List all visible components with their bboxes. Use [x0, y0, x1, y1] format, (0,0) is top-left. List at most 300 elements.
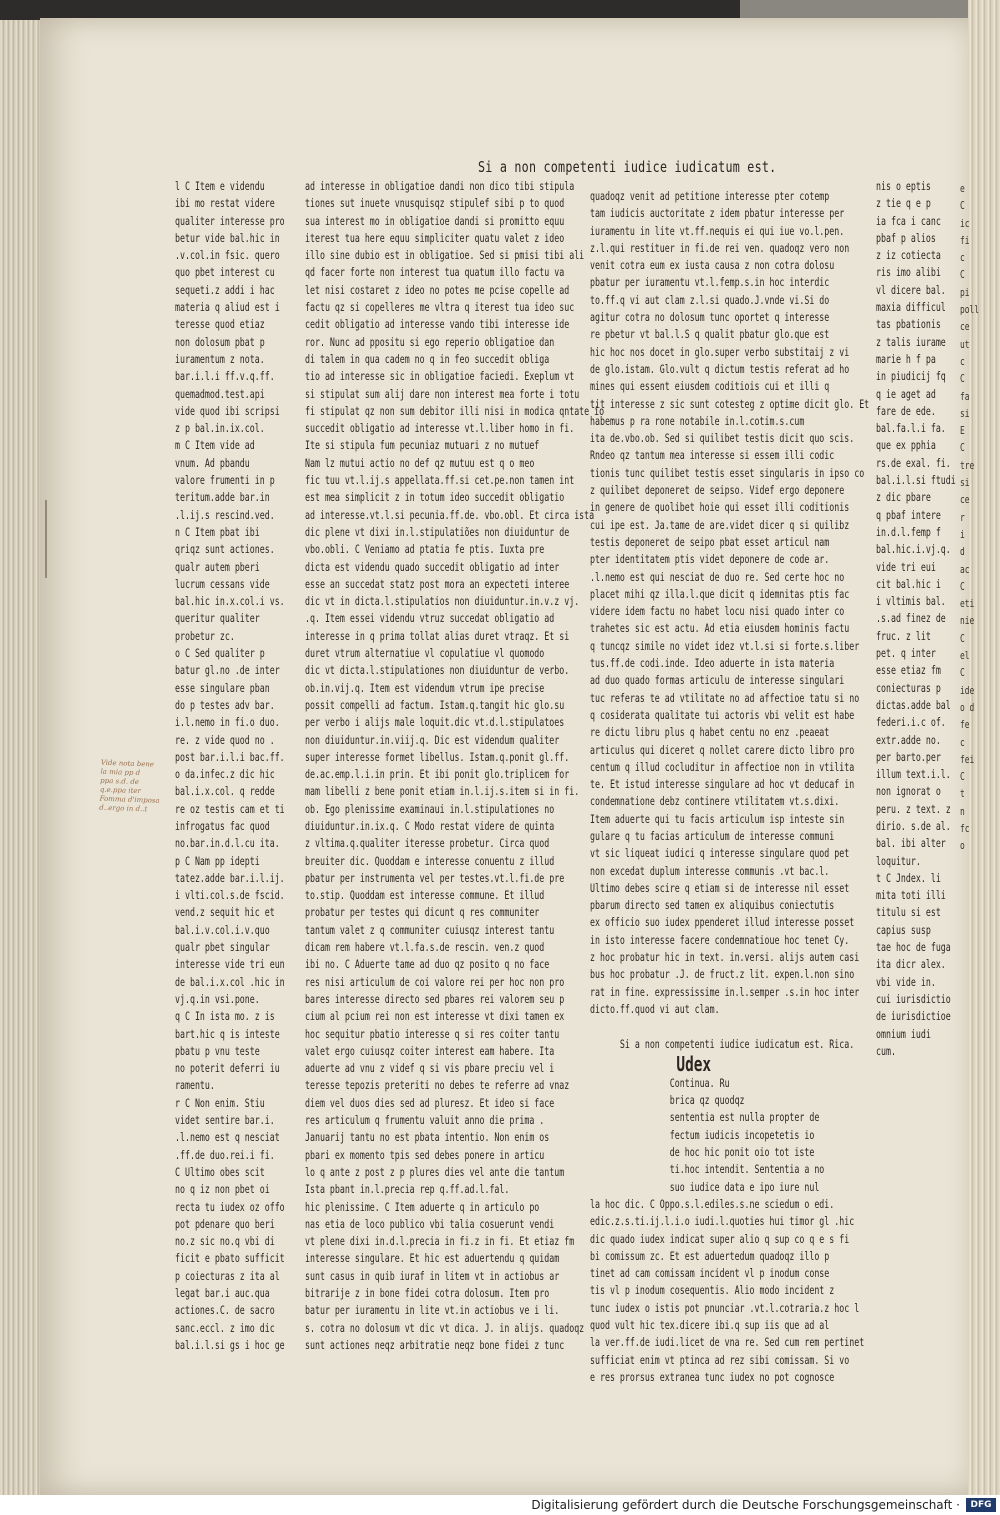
text-line: re pbetur vt bal.l.S q qualit pbatur glo.que est	[590, 327, 830, 342]
text-line: gulare q tu facias articulum de interesse communi	[590, 828, 835, 843]
text-line: duret vtrum alternatiue vl copulatiue vl quomodo	[305, 646, 545, 661]
text-line: ficit e pbato sufficit	[175, 1251, 285, 1266]
text-line: dic vt dicta.l.stipulationes non diuiduntur de verbo.	[305, 663, 570, 678]
text-line: bal.i.v.col.i.v.quo	[175, 922, 270, 937]
text-line: non dolosum pbat p	[175, 334, 265, 349]
text-line: sanc.eccl. z imo dic	[175, 1320, 275, 1335]
text-line: cit bal.hic i	[876, 576, 941, 591]
text-line: o C Sed qualiter p	[175, 646, 265, 661]
text-line: esse singulare pban	[175, 680, 270, 695]
facing-page-edge-text	[960, 180, 1000, 880]
text-line: bart.hic q is inteste	[175, 1026, 280, 1041]
text-line: dicam rem habere vt.l.fa.s.de rescin. ven.z quod	[305, 940, 545, 955]
text-line: illum text.i.l.	[876, 767, 951, 782]
text-line: nis o eptis	[876, 179, 931, 193]
text-line: legat bar.i auc.qua	[175, 1286, 270, 1300]
text-line: per verbo i alijs male loquit.dic vt.d.l.stipulatoes	[305, 715, 565, 730]
text-line: post bar.i.l.i bac.ff.	[175, 749, 285, 764]
text-line: pot pdenare quo beri	[175, 1216, 275, 1231]
text-line: fectum iudicis incopetetis io	[590, 1127, 815, 1142]
text-line: vj.q.in vsi.pone.	[175, 991, 260, 1006]
text-line: vend.z sequit hic et	[175, 905, 275, 920]
text-line: tis vl p inodum cosequentis. Alio modo incident z	[590, 1283, 835, 1298]
text-line: ibi no. C Aduerte tame ad duo qz posito q no face	[305, 957, 550, 972]
text-line: re. z vide quod no .	[175, 732, 275, 747]
text-line: z p bal.in.ix.col.	[175, 421, 265, 436]
text-line: bal. ibi alter	[876, 836, 946, 851]
text-line: si stipulat sum alij dare non interest mea forte i totu	[305, 386, 580, 401]
text-line: cedit obligatio ad interesse vando tibi interesse ide	[305, 317, 570, 332]
text-line: bus hoc probatur .J. de fruct.z lit. expen.l.non sino	[590, 967, 855, 982]
text-line: esse an succedat statz post mora an expecteti interee	[305, 576, 570, 591]
text-line: fic tuu vt.l.ij.s appellata.ff.si cet.pe.non tamen int	[305, 473, 575, 488]
text-line: C	[960, 372, 965, 386]
text-line: res nisi articulum de coi valore rei per hoc non pro	[305, 974, 565, 989]
commentary-column-left	[175, 178, 301, 1352]
text-line: iuramentu in lite vt.ff.nequis ei qui iue vo.l.pen.	[590, 223, 845, 238]
text-line: fare de ede.	[876, 403, 936, 418]
text-line: titulu si est	[876, 905, 941, 920]
text-line: C	[960, 441, 965, 455]
text-line: nas etia de loco publico vbi talia cosuerunt vendi	[305, 1216, 555, 1231]
text-line: valore frumenti in p	[175, 473, 275, 488]
main-text-column-2	[590, 188, 874, 1384]
text-line: diuiduntur.in.ix.q. C Modo restat videre de quinta	[305, 818, 555, 833]
text-line: centum q illud cocluditur in affectioe non in vtilita	[590, 759, 855, 774]
text-line: in genere de quolibet hoie qui esset illi coditionis	[590, 500, 850, 515]
text-line: o da.infec.z dic hic	[175, 767, 275, 782]
text-line: s. cotra no dolosum vt dic vt dica. J. in alijs. quadoqz	[305, 1320, 585, 1335]
text-line: let nisi costaret z ideo no potes me pcise copelle ad	[305, 282, 570, 297]
text-line: ic	[960, 216, 970, 230]
text-line: q cosiderata qualitate tui actoris vbi velit est habe	[590, 707, 855, 722]
margin-pen-mark	[45, 500, 57, 578]
text-line: tit interesse z sic sunt cotesteg z optime dicit glo. Et	[590, 396, 870, 411]
text-line: bal.i.l.si gs i hoc ge	[175, 1337, 285, 1352]
text-line: bal.i.l.si ftudi	[876, 473, 956, 488]
text-line: de bal.i.x.col .hic in	[175, 974, 285, 989]
text-line: no.bar.in.d.l.cu ita.	[175, 836, 280, 851]
text-line: queritur qualiter	[175, 611, 260, 626]
text-line: bal.hic.i.vj.q.	[876, 542, 951, 557]
text-line: lucrum cessans vide	[175, 576, 270, 591]
text-line: que ex pphia	[876, 438, 936, 453]
main-text-column-1	[305, 178, 605, 1352]
text-line: i vlti.col.s.de fscid.	[175, 888, 285, 903]
text-line: pter identitatem ptis videt deponere de code ar.	[590, 552, 830, 567]
text-line: probatur per testes qui dicunt q res communiter	[305, 905, 540, 920]
text-line: e	[960, 182, 965, 195]
text-line: C	[960, 631, 965, 645]
text-line: rs.de exal. fi.	[876, 455, 951, 470]
text-line: bi comissum zc. Et est aduertedum quadoqz illo p	[590, 1248, 830, 1263]
text-line: batur gl.no .de inter	[175, 663, 280, 678]
text-line: tantum valet z q communiter cuiusqz interest tantu	[305, 922, 555, 937]
text-line: la hoc dic. C Oppo.s.l.ediles.s.ne sciedum o edi.	[590, 1196, 835, 1211]
text-line: .s.ad finez de	[876, 611, 946, 626]
text-line: edic.z.s.ti.ij.l.i.o iudi.l.quoties hui timor gl .hic	[590, 1214, 855, 1229]
text-line: infrogatus fac quod	[175, 818, 270, 833]
text-line: dic vt in dicta.l.stipulatios non diuiduntur.in.v.z vj.	[305, 594, 580, 609]
text-line: re dictu libru plus q habet centu no enz .peaeat	[590, 725, 830, 740]
text-line: z quilibet deponeret de seipso. Videf ergo deponere	[590, 483, 845, 498]
text-line: t C Jndex. li	[876, 870, 941, 885]
text-line: quadoqz venit ad petitione interesse pter cotemp	[590, 189, 830, 203]
text-line: .q. Item essei videndu vtruz succedat obligatio ad	[305, 611, 555, 626]
text-line: vl dicere bal.	[876, 282, 946, 297]
text-line: super interesse formet libellus. Istam.q.ponit gl.ff.	[305, 749, 570, 764]
text-line: di talem in qua cadem no q in feo succedit obliga	[305, 351, 550, 366]
text-line: res articulum q frumentu valuit anno die prima .	[305, 1113, 545, 1128]
commentary-column-right	[876, 178, 956, 1058]
text-line: qualiter interesse pro	[175, 213, 285, 228]
text-line: no.z sic no.q vbi di	[175, 1234, 275, 1249]
marginalia-line: ppa s.d. de	[100, 776, 140, 787]
text-line: testis deponeret de seipo pbat esset articul nam	[590, 534, 830, 549]
text-line: .ff.de duo.rei.i fi.	[175, 1147, 275, 1162]
text-line: cui ipe est. Ja.tame de are.videt dicer q si quilibz	[590, 517, 850, 532]
text-line: pbatu p vnu teste	[175, 1043, 260, 1058]
marginalia-line: Vide nota bene	[100, 758, 155, 769]
text-line: Rndeo qz tantum mea interesse si essem illi codic	[590, 448, 835, 463]
text-line: in isto interesse facere condemnatioue hoc tenet Cy.	[590, 932, 850, 947]
text-line: C	[960, 770, 965, 784]
text-line: capius susp	[876, 922, 931, 937]
text-line: quo pbet interest cu	[175, 265, 275, 280]
text-line: est mea simplicit z in totum ideo succedit obligatio	[305, 490, 565, 505]
text-line: brica qz quodqz	[590, 1093, 745, 1108]
text-line: possit compelli ad factum. Istam.q.tangit hic glo.su	[305, 697, 565, 712]
text-line: C	[960, 199, 965, 213]
text-line: vide quod ibi scripsi	[175, 403, 280, 418]
text-line: to.stip. Quoddam est interesse commune. Et illud	[305, 888, 545, 903]
text-line: bal.i.x.col. q redde	[175, 784, 275, 799]
text-line: tio ad interesse sic in obligatioe faciedi. Exeplum vt	[305, 369, 575, 384]
text-line: cum.	[876, 1043, 896, 1058]
text-line: ad interesse.vt.l.si pecunia.ff.de. vbo.obl. Et circa ista	[305, 507, 595, 522]
text-line: bar.i.l.i ff.v.q.ff.	[175, 369, 275, 384]
text-line: ob.in.vij.q. Item est videndum vtrum ipe precise	[305, 680, 545, 695]
text-line: sunt casus in quib iuraf in litem vt in actiobus ar	[305, 1268, 560, 1283]
text-line: tatez.adde bar.i.l.ij.	[175, 870, 285, 885]
text-line: fei	[960, 752, 975, 766]
text-line: in.d.l.femp f	[876, 524, 941, 539]
text-line: aduerte ad vnu z videf q si vis pbare preciu vel i	[305, 1061, 555, 1076]
text-line: nie	[960, 614, 975, 628]
text-line: probetur zc.	[175, 628, 235, 643]
text-line: ror. Nunc ad ppositu si ego reperio obligatioe dan	[305, 334, 555, 349]
text-line: z tie q e p	[876, 196, 931, 211]
text-line: interesse vide tri eun	[175, 957, 285, 972]
text-line: ibi mo restat videre	[175, 196, 275, 211]
text-line: sententia est nulla propter de	[590, 1110, 820, 1125]
text-line: Item aduerte qui tu facis articulum isp inteste sin	[590, 811, 845, 826]
text-line: Ista pbant in.l.precia rep q.ff.ad.l.fal.	[305, 1182, 510, 1197]
text-line: si	[960, 476, 970, 490]
text-line: videt sentire bar.i.	[175, 1113, 275, 1128]
text-line: de glo.istam. Glo.vult q dictum testis referat ad ho	[590, 361, 850, 376]
text-line: c	[960, 735, 965, 749]
text-line: tunc iudex o istis pot pnunciar .vt.l.cotraria.z hoc l	[590, 1300, 860, 1315]
text-line: q tuncqz simile no videt idez vt.l.si si forte.s.liber	[590, 638, 860, 653]
text-line: qualr pbet singular	[175, 940, 270, 955]
text-line: per barto.per	[876, 749, 941, 764]
text-line: ad duo quado formas articulu de interesse singulari	[590, 673, 845, 688]
text-line: omnium iudi	[876, 1026, 931, 1041]
text-line: actiones.C. de sacro	[175, 1303, 275, 1318]
text-line: tam iudicis auctoritate z idem pbatur interesse per	[590, 206, 845, 221]
text-line: ia fca i canc	[876, 213, 941, 228]
text-line: z vltima.q.qualiter iteresse probetur. Circa quod	[305, 836, 550, 851]
text-line: mita toti illi	[876, 888, 946, 903]
text-line: mam libelli z bene ponit etiam in.l.ij.s.item si in fi.	[305, 784, 580, 799]
marginalia-line: q.e.ppa iter	[99, 785, 141, 796]
text-line: placet mihi qz illa.l.que dicit q idemnitas ptis fac	[590, 586, 850, 601]
text-line: tuc referas te ad vtilitate no ad affectioe tatu si no	[590, 690, 860, 705]
text-line: hic hoc nos docet in glo.super verbo substitaij z vi	[590, 344, 850, 359]
text-line: pbatur per instrumenta vel per testes.vt.l.fi.de pre	[305, 870, 565, 885]
text-line: diem vel duos dies sed ad pluresz. Et ideo si face	[305, 1095, 555, 1110]
spacer	[590, 1018, 794, 1035]
text-line: federi.i.c of.	[876, 715, 946, 730]
text-line: pbarum directo sed tamen ex aliquibus coniectutis	[590, 898, 835, 913]
text-line: ramentu.	[175, 1078, 215, 1093]
text-line: q ie aget ad	[876, 386, 936, 401]
text-line: fa	[960, 389, 970, 403]
text-line: videre idem factu no habet locu nisi quado inter co	[590, 604, 845, 619]
text-line: vide tri eui	[876, 559, 936, 574]
text-line: maxia difficul	[876, 300, 946, 315]
text-line: esse etiaz fm	[876, 663, 941, 678]
text-line: z talis iurame	[876, 334, 946, 349]
text-line: p C Nam pp idepti	[175, 853, 260, 868]
text-line: .l.nemo est qui nesciat de duo re. Sed certe hoc no	[590, 569, 845, 584]
text-line: pet. q inter	[876, 646, 936, 661]
text-line: factu qz si copelleres me vltra q iterest tua ideo suc	[305, 300, 575, 315]
text-line: quemadmod.test.api	[175, 386, 265, 401]
text-line: peru. z text. z	[876, 801, 951, 816]
drop-initial: Udex	[676, 1051, 712, 1076]
text-line: articulus qui diceret q nollet carere dicto libro pro	[590, 742, 855, 757]
text-line: betur vide bal.hic in	[175, 230, 280, 245]
dfg-logo: DFG	[966, 1498, 996, 1512]
text-line: n	[960, 804, 965, 818]
text-line: loquitur.	[876, 853, 921, 868]
text-line: interesse in q prima tollat alias duret vtraqz. Et si	[305, 628, 570, 643]
text-line: ad interesse in obligatioe dandi non dico tibi stipula	[305, 179, 575, 193]
text-line: condemnatione debz continere vtilitatem vt.s.dixi.	[590, 794, 840, 809]
text-line: el	[960, 649, 970, 663]
text-line: fi	[960, 233, 970, 247]
marginalia-line: la mia pp d	[100, 767, 141, 778]
marginalia-line: Fomma d'imposa	[99, 794, 160, 805]
text-line: fruc. z lit	[876, 628, 931, 643]
text-line: z.l.qui restituer in fi.de rei ven. quadoqz vero non	[590, 240, 850, 255]
text-line: ita dicr alex.	[876, 957, 946, 972]
text-line: fc	[960, 821, 970, 835]
text-line: tiones sut inuete vnusquisqz stipulef sibi p to quod	[305, 196, 565, 211]
text-line: teritum.adde bar.in	[175, 490, 270, 505]
text-line: tionis tunc quilibet testis esset singularis in ipso co	[590, 465, 865, 480]
text-line: teresse tepozis preteriti no debes te referre ad vnaz	[305, 1078, 570, 1093]
text-line: i vltimis bal.	[876, 594, 946, 609]
text-line: habemus p ra rone notabile in.l.cotim.s.cum	[590, 413, 805, 428]
text-line: in piudicij fq	[876, 369, 946, 384]
text-line: illo sine dubio est in obligatioe. Sed si pmisi tibi ali	[305, 248, 585, 263]
text-line: materia q aliud est i	[175, 300, 280, 315]
text-line: teresse quod etiaz	[175, 317, 265, 332]
text-line: vbi vide in.	[876, 974, 936, 989]
text-line: non ignorat o	[876, 784, 941, 799]
rubric-heading: Si a non competenti iudice iudicatum est. Rica.	[590, 1036, 855, 1051]
text-line: Continua. Ru	[590, 1075, 730, 1090]
text-line: dicta est videndu quado succedit obligatio ad inter	[305, 559, 560, 574]
text-line: C	[960, 579, 965, 593]
text-line: mines qui essent eiusdem coditiois cui et illi q	[590, 379, 830, 394]
text-line: rat in fine. expressissime in.l.semper .s.in hoc inter	[590, 984, 860, 999]
text-line: lo q ante z post z p plures dies vel ante die tantum	[305, 1164, 565, 1179]
text-line: recta tu iudex oz offo	[175, 1199, 285, 1214]
funding-credit: Digitalisierung gefördert durch die Deutsche Forschungsgemeinschaft ·	[531, 1498, 960, 1512]
text-line: q C In ista mo. z is	[175, 1009, 275, 1024]
text-line: de.ac.emp.l.i.in prin. Et ibi ponit glo.triplicem for	[305, 767, 570, 782]
text-line: de hoc hic ponit oio tot iste	[590, 1145, 815, 1160]
text-line: sufficiat enim vt ptinca ad rez sibi comissam. Si vo	[590, 1352, 850, 1367]
text-line: batur per iuramentu in lite vt.in actiobus ve i li.	[305, 1303, 560, 1318]
text-line: Nam lz mutui actio no def qz mutuu est q o meo	[305, 455, 535, 470]
text-line: valet ergo cuiusqz coiter interest eam habere. Ita	[305, 1043, 555, 1058]
text-line: bal.fa.l.i fa.	[876, 421, 946, 436]
text-line: agitur cotra no dolosum tunc oportet q interesse	[590, 310, 830, 325]
text-line: z hoc probatur hic in text. in.versi. alijs autem casi	[590, 950, 860, 965]
text-line: p coiecturas z ita al	[175, 1268, 280, 1283]
text-line: sequeti.z addi i hac	[175, 282, 275, 297]
text-line: suo iudice data e ipo iure nul	[590, 1179, 820, 1194]
text-line: si	[960, 406, 970, 420]
text-line: z dic pbare	[876, 490, 931, 505]
text-line: e res prorsus extranea tunc iudex no pot cognosce	[590, 1369, 835, 1384]
text-line: extr.adde no.	[876, 732, 941, 747]
text-line: bal.hic in.x.col.i vs.	[175, 594, 285, 609]
text-line: la ver.ff.de iudi.licet de vna re. Sed cum rem pertinet	[590, 1335, 865, 1350]
text-line: interesse singulare. Et hic est aduertendu q quidam	[305, 1251, 560, 1266]
text-line: dic quado iudex indicat super alio q sup co q e s fi	[590, 1231, 850, 1246]
text-line: cui iurisdictio	[876, 991, 951, 1006]
text-line: c	[960, 354, 965, 368]
text-line: eti	[960, 597, 975, 611]
text-line: ris imo alibi	[876, 265, 941, 280]
text-line: ce	[960, 493, 970, 507]
text-line: bares interesse directo sed pbares rei valorem seu p	[305, 991, 565, 1006]
text-line: dicto.ff.quod vi aut clam.	[590, 1001, 720, 1016]
text-line: ut	[960, 337, 970, 351]
text-line: i.l.nemo in fi.o duo.	[175, 715, 280, 730]
footer-bar	[0, 1495, 1000, 1515]
text-line: sua interest mo in obligatioe dandi si promitto equu	[305, 213, 565, 228]
text-line: E	[960, 424, 965, 438]
text-line: poll	[960, 303, 980, 317]
text-line: ex officio suo iudex ppenderet illud interesse posset	[590, 915, 855, 930]
text-line: Ite si stipula fum pecuniaz mutuari z no mutuef	[305, 438, 540, 453]
text-line: C	[960, 666, 965, 680]
text-line: r C Non enim. Stiu	[175, 1095, 265, 1110]
text-line: iuramentum z nota.	[175, 351, 265, 366]
text-line: .v.col.in fsic. quero	[175, 248, 280, 263]
text-line: Ultimo debes scire q etiam si de interesse nil esset	[590, 880, 850, 895]
text-line: ita de.vbo.ob. Sed si quilibet testis dicit quo scis.	[590, 431, 855, 446]
text-line: ac	[960, 562, 970, 576]
text-line: cium al pcium rei non est interesse vt dixi tamen ex	[305, 1009, 565, 1024]
text-line: i	[960, 527, 965, 541]
text-line: z iz cotiecta	[876, 248, 941, 263]
text-line: C Ultimo obes scit	[175, 1164, 265, 1179]
text-line: l C Item e videndu	[175, 179, 265, 193]
text-line: pbari ex momento tpis sed debes ponere in articu	[305, 1147, 545, 1162]
text-line: pbaf p alios	[876, 230, 936, 245]
text-line: tre	[960, 458, 975, 472]
text-line: succedit obligatio ad interesse vt.l.liber homo in fi.	[305, 421, 575, 436]
text-line: tinet ad cam comissam incident vl p inodum conse	[590, 1266, 830, 1281]
text-line: trahetes sic est actu. Ad etia eiusdem hominis factu	[590, 621, 850, 636]
text-line: no q iz non pbet oi	[175, 1182, 270, 1197]
text-line: .l.ij.s rescind.ved.	[175, 507, 275, 522]
text-line: c	[960, 251, 965, 265]
text-line: no poterit deferri iu	[175, 1061, 280, 1076]
text-line: tas pbationis	[876, 317, 941, 332]
text-line: dirio. s.de al.	[876, 818, 951, 833]
text-line: vt sic liqueat iudici q interesse singulare quod pet	[590, 846, 850, 861]
text-line: dic plene vt dixi in.l.stipulatiões non diuiduntur de	[305, 524, 570, 539]
text-line: ce	[960, 320, 970, 334]
text-line: venit cotra eum ex iusta causa z non cotra dolosu	[590, 258, 835, 273]
text-line: ob. Ego plenissime examinaui in.l.stipulationes no	[305, 801, 555, 816]
text-line: hic plenissime. C Item aduerte q in articulo po	[305, 1199, 540, 1214]
text-line: m C Item vide ad	[175, 438, 255, 453]
text-line: dictas.adde bal	[876, 697, 951, 712]
text-line: r	[960, 510, 965, 524]
text-line: bitrarije z in bone fidei cotra dolosum. Item pro	[305, 1286, 550, 1300]
text-line: Januarij tantu no est pbata intentio. Non enim os	[305, 1130, 550, 1145]
text-line: tae hoc de fuga	[876, 940, 951, 955]
text-line: coniecturas p	[876, 680, 941, 695]
text-line: quod vult hic tex.dicere ibi.q sup iis que ad al	[590, 1318, 830, 1332]
text-line: qualr autem pberi	[175, 559, 260, 574]
text-line: q pbaf intere	[876, 507, 941, 522]
left-page-edges	[0, 20, 44, 1495]
text-line: marie h f pa	[876, 351, 936, 366]
text-line: non diuiduntur.in.viij.q. Dic est videndum qualiter	[305, 732, 560, 747]
text-line: de iurisdictioe	[876, 1009, 951, 1024]
text-line: fi stipulat qz non sum debitor illi nisi in modica qntate io	[305, 403, 605, 418]
text-line: tus.ff.de codi.inde. Ideo aduerte in ista materia	[590, 656, 835, 671]
text-line: d	[960, 545, 965, 559]
text-line: n C Item pbat ibi	[175, 524, 260, 539]
text-line: pbatur per iuramentu vt.l.femp.s.in hoc interdic	[590, 275, 830, 290]
text-line: pi	[960, 285, 970, 299]
text-line: qriqz sunt actiones.	[175, 542, 275, 557]
text-line: t	[960, 787, 965, 801]
text-line: hoc sequitur pbatio interesse q si res coiter tantu	[305, 1026, 560, 1041]
text-line: te. Et istud interesse singulare ad hoc vt deducaf in	[590, 777, 855, 792]
text-line: C	[960, 268, 965, 282]
text-line: ide	[960, 683, 975, 697]
text-line: o	[960, 839, 965, 853]
text-line: sunt actiones neqz arbitratie neqz bone fidei z tunc	[305, 1337, 565, 1352]
text-line: o d	[960, 700, 975, 714]
text-line: qd facer forte non interest tua quatum illo factu va	[305, 265, 565, 280]
text-line: non excedat duplum interesse communis .vt bac.l.	[590, 863, 830, 878]
marginalia-line: d..ergo in d..t	[99, 803, 148, 814]
